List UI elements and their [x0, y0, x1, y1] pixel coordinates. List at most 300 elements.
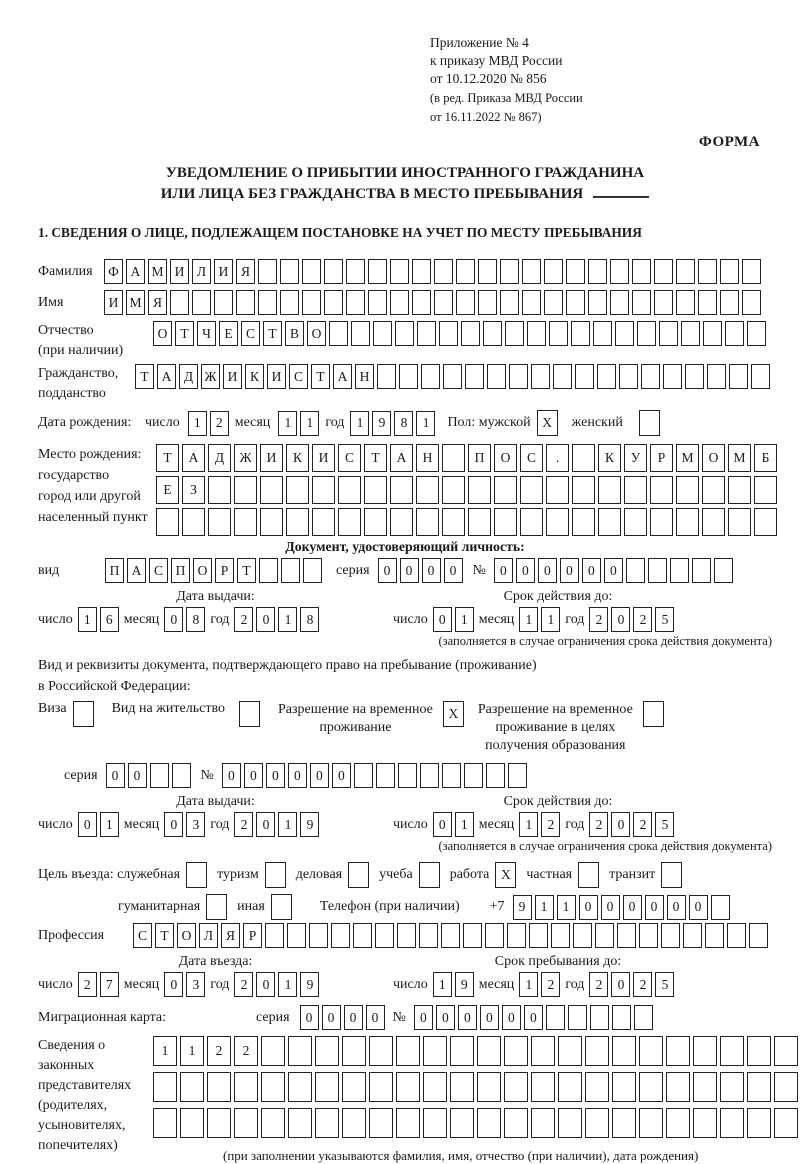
char-cell[interactable]	[442, 763, 461, 788]
char-cell[interactable]: Т	[155, 923, 174, 948]
char-cell[interactable]: 9	[372, 411, 391, 436]
char-cell[interactable]: 9	[513, 895, 532, 920]
char-cell[interactable]	[615, 321, 634, 346]
char-cell[interactable]: 0	[516, 558, 535, 583]
char-cell[interactable]: 1	[100, 812, 119, 837]
char-cell[interactable]	[590, 1005, 609, 1030]
char-cell[interactable]: Л	[192, 259, 211, 284]
char-cell[interactable]	[477, 1108, 501, 1138]
char-cell[interactable]: О	[307, 321, 326, 346]
char-cell[interactable]	[544, 259, 563, 284]
char-cell[interactable]	[747, 1072, 771, 1102]
char-cell[interactable]	[705, 923, 724, 948]
char-cell[interactable]	[595, 923, 614, 948]
char-cell[interactable]	[416, 476, 439, 504]
char-cell[interactable]	[302, 259, 321, 284]
char-cell[interactable]	[774, 1036, 798, 1066]
char-cell[interactable]: 1	[278, 812, 297, 837]
char-cell[interactable]	[520, 476, 543, 504]
char-cell[interactable]	[676, 259, 695, 284]
char-cell[interactable]	[698, 259, 717, 284]
char-cell[interactable]	[483, 321, 502, 346]
char-cell[interactable]: 0	[322, 1005, 341, 1030]
char-cell[interactable]: Р	[243, 923, 262, 948]
char-cell[interactable]	[234, 508, 257, 536]
char-cell[interactable]: 0	[604, 558, 623, 583]
char-cell[interactable]	[572, 508, 595, 536]
char-cell[interactable]	[456, 259, 475, 284]
char-cell[interactable]	[707, 364, 726, 389]
char-cell[interactable]	[288, 1108, 312, 1138]
char-cell[interactable]	[364, 476, 387, 504]
char-cell[interactable]: Р	[650, 444, 673, 472]
char-cell[interactable]: 1	[188, 411, 207, 436]
char-cell[interactable]: С	[241, 321, 260, 346]
char-cell[interactable]	[698, 290, 717, 315]
char-cell[interactable]	[676, 508, 699, 536]
char-cell[interactable]	[703, 321, 722, 346]
char-cell[interactable]: 8	[186, 607, 205, 632]
char-cell[interactable]	[527, 321, 546, 346]
char-cell[interactable]	[338, 508, 361, 536]
char-cell[interactable]	[478, 290, 497, 315]
char-cell[interactable]	[390, 259, 409, 284]
char-cell[interactable]	[597, 364, 616, 389]
char-cell[interactable]: 0	[344, 1005, 363, 1030]
char-cell[interactable]: 1	[180, 1036, 204, 1066]
char-cell[interactable]	[546, 1005, 565, 1030]
char-cell[interactable]: И	[214, 259, 233, 284]
char-cell[interactable]	[416, 508, 439, 536]
char-cell[interactable]	[348, 862, 369, 888]
char-cell[interactable]	[153, 1108, 177, 1138]
char-cell[interactable]: А	[333, 364, 352, 389]
char-cell[interactable]	[531, 364, 550, 389]
char-cell[interactable]	[186, 862, 207, 888]
char-cell[interactable]: 0	[400, 558, 419, 583]
char-cell[interactable]: 9	[300, 972, 319, 997]
char-cell[interactable]	[369, 1036, 393, 1066]
char-cell[interactable]: Т	[364, 444, 387, 472]
char-cell[interactable]: 1	[433, 972, 452, 997]
char-cell[interactable]	[419, 923, 438, 948]
char-cell[interactable]	[376, 763, 395, 788]
char-cell[interactable]: Ч	[197, 321, 216, 346]
char-cell[interactable]: Н	[416, 444, 439, 472]
char-cell[interactable]	[477, 1036, 501, 1066]
char-cell[interactable]	[588, 290, 607, 315]
char-cell[interactable]: О	[153, 321, 172, 346]
char-cell[interactable]	[754, 476, 777, 504]
char-cell[interactable]: 0	[689, 895, 708, 920]
char-cell[interactable]	[412, 259, 431, 284]
char-cell[interactable]: 1	[455, 607, 474, 632]
char-cell[interactable]: П	[105, 558, 124, 583]
char-cell[interactable]: 0	[667, 895, 686, 920]
char-cell[interactable]	[302, 290, 321, 315]
char-cell[interactable]	[720, 1036, 744, 1066]
char-cell[interactable]	[573, 923, 592, 948]
char-cell[interactable]	[261, 1072, 285, 1102]
char-cell[interactable]: 0	[611, 972, 630, 997]
char-cell[interactable]	[443, 364, 462, 389]
char-cell[interactable]	[312, 476, 335, 504]
char-cell[interactable]	[377, 364, 396, 389]
char-cell[interactable]	[324, 259, 343, 284]
char-cell[interactable]: Б	[754, 444, 777, 472]
char-cell[interactable]	[676, 290, 695, 315]
char-cell[interactable]: 5	[655, 812, 674, 837]
char-cell[interactable]	[578, 862, 599, 888]
char-cell[interactable]	[342, 1072, 366, 1102]
char-cell[interactable]	[572, 476, 595, 504]
char-cell[interactable]	[468, 508, 491, 536]
char-cell[interactable]: 1	[519, 607, 538, 632]
char-cell[interactable]: П	[468, 444, 491, 472]
char-cell[interactable]	[390, 476, 413, 504]
char-cell[interactable]: 1	[78, 607, 97, 632]
char-cell[interactable]	[749, 923, 768, 948]
char-cell[interactable]	[338, 476, 361, 504]
char-cell[interactable]	[342, 1036, 366, 1066]
char-cell[interactable]	[612, 1036, 636, 1066]
char-cell[interactable]	[720, 290, 739, 315]
char-cell[interactable]: 2	[234, 972, 253, 997]
char-cell[interactable]	[693, 1108, 717, 1138]
char-cell[interactable]	[720, 259, 739, 284]
char-cell[interactable]: 0	[164, 812, 183, 837]
char-cell[interactable]: 3	[186, 812, 205, 837]
char-cell[interactable]	[280, 259, 299, 284]
char-cell[interactable]	[661, 923, 680, 948]
char-cell[interactable]	[725, 321, 744, 346]
char-cell[interactable]	[632, 259, 651, 284]
char-cell[interactable]	[303, 558, 322, 583]
char-cell[interactable]: X	[537, 410, 558, 436]
char-cell[interactable]	[654, 259, 673, 284]
char-cell[interactable]: 0	[480, 1005, 499, 1030]
char-cell[interactable]: 8	[394, 411, 413, 436]
char-cell[interactable]	[258, 290, 277, 315]
char-cell[interactable]: 2	[541, 812, 560, 837]
char-cell[interactable]: 1	[455, 812, 474, 837]
char-cell[interactable]	[742, 290, 761, 315]
char-cell[interactable]	[558, 1108, 582, 1138]
char-cell[interactable]	[324, 290, 343, 315]
char-cell[interactable]: 0	[164, 972, 183, 997]
char-cell[interactable]	[575, 364, 594, 389]
char-cell[interactable]	[666, 1036, 690, 1066]
char-cell[interactable]	[486, 763, 505, 788]
char-cell[interactable]	[353, 923, 372, 948]
char-cell[interactable]: 0	[611, 812, 630, 837]
char-cell[interactable]	[571, 321, 590, 346]
char-cell[interactable]	[720, 1072, 744, 1102]
char-cell[interactable]: 0	[444, 558, 463, 583]
char-cell[interactable]	[207, 1108, 231, 1138]
char-cell[interactable]	[397, 923, 416, 948]
char-cell[interactable]	[659, 321, 678, 346]
char-cell[interactable]: С	[289, 364, 308, 389]
char-cell[interactable]	[639, 1072, 663, 1102]
char-cell[interactable]	[494, 476, 517, 504]
char-cell[interactable]	[364, 508, 387, 536]
char-cell[interactable]	[463, 923, 482, 948]
char-cell[interactable]	[390, 508, 413, 536]
char-cell[interactable]	[500, 290, 519, 315]
char-cell[interactable]	[666, 1108, 690, 1138]
char-cell[interactable]	[610, 290, 629, 315]
char-cell[interactable]: О	[193, 558, 212, 583]
char-cell[interactable]: А	[182, 444, 205, 472]
char-cell[interactable]	[315, 1036, 339, 1066]
char-cell[interactable]	[260, 476, 283, 504]
char-cell[interactable]	[342, 1108, 366, 1138]
char-cell[interactable]	[729, 364, 748, 389]
char-cell[interactable]	[214, 290, 233, 315]
char-cell[interactable]: Ф	[104, 259, 123, 284]
char-cell[interactable]	[265, 862, 286, 888]
char-cell[interactable]	[442, 508, 465, 536]
char-cell[interactable]: 0	[222, 763, 241, 788]
char-cell[interactable]	[692, 558, 711, 583]
char-cell[interactable]: А	[157, 364, 176, 389]
char-cell[interactable]	[417, 321, 436, 346]
char-cell[interactable]: 0	[611, 607, 630, 632]
char-cell[interactable]	[612, 1108, 636, 1138]
char-cell[interactable]	[522, 290, 541, 315]
char-cell[interactable]	[566, 259, 585, 284]
char-cell[interactable]: 1	[535, 895, 554, 920]
char-cell[interactable]	[346, 290, 365, 315]
char-cell[interactable]	[612, 1072, 636, 1102]
char-cell[interactable]	[309, 923, 328, 948]
char-cell[interactable]: С	[133, 923, 152, 948]
char-cell[interactable]	[585, 1108, 609, 1138]
char-cell[interactable]	[73, 701, 94, 727]
char-cell[interactable]: 2	[234, 607, 253, 632]
char-cell[interactable]: 0	[332, 763, 351, 788]
char-cell[interactable]: 1	[300, 411, 319, 436]
char-cell[interactable]	[271, 894, 292, 920]
char-cell[interactable]: Я	[236, 259, 255, 284]
char-cell[interactable]	[666, 1072, 690, 1102]
char-cell[interactable]	[529, 923, 548, 948]
char-cell[interactable]	[681, 321, 700, 346]
char-cell[interactable]	[395, 321, 414, 346]
char-cell[interactable]	[450, 1108, 474, 1138]
char-cell[interactable]	[693, 1036, 717, 1066]
char-cell[interactable]	[396, 1036, 420, 1066]
char-cell[interactable]: 1	[519, 812, 538, 837]
char-cell[interactable]	[714, 558, 733, 583]
char-cell[interactable]	[531, 1036, 555, 1066]
char-cell[interactable]	[346, 259, 365, 284]
char-cell[interactable]	[434, 259, 453, 284]
char-cell[interactable]: К	[598, 444, 621, 472]
char-cell[interactable]: 0	[378, 558, 397, 583]
char-cell[interactable]	[331, 923, 350, 948]
char-cell[interactable]	[434, 290, 453, 315]
char-cell[interactable]: Р	[215, 558, 234, 583]
char-cell[interactable]: 1	[153, 1036, 177, 1066]
char-cell[interactable]: 5	[655, 607, 674, 632]
char-cell[interactable]	[711, 895, 730, 920]
char-cell[interactable]: 1	[278, 972, 297, 997]
char-cell[interactable]: 0	[266, 763, 285, 788]
char-cell[interactable]: 0	[645, 895, 664, 920]
char-cell[interactable]: 0	[128, 763, 147, 788]
char-cell[interactable]: 0	[582, 558, 601, 583]
char-cell[interactable]	[683, 923, 702, 948]
char-cell[interactable]	[702, 476, 725, 504]
char-cell[interactable]	[373, 321, 392, 346]
char-cell[interactable]	[150, 763, 169, 788]
char-cell[interactable]	[478, 259, 497, 284]
char-cell[interactable]: 0	[458, 1005, 477, 1030]
char-cell[interactable]	[423, 1072, 447, 1102]
char-cell[interactable]	[234, 1072, 258, 1102]
char-cell[interactable]	[505, 321, 524, 346]
char-cell[interactable]	[399, 364, 418, 389]
char-cell[interactable]: 2	[589, 607, 608, 632]
char-cell[interactable]	[693, 1072, 717, 1102]
char-cell[interactable]	[612, 1005, 631, 1030]
char-cell[interactable]: 1	[557, 895, 576, 920]
char-cell[interactable]: О	[494, 444, 517, 472]
char-cell[interactable]	[456, 290, 475, 315]
char-cell[interactable]	[626, 558, 645, 583]
char-cell[interactable]	[546, 476, 569, 504]
char-cell[interactable]	[234, 476, 257, 504]
char-cell[interactable]	[261, 1036, 285, 1066]
char-cell[interactable]	[261, 1108, 285, 1138]
char-cell[interactable]	[396, 1108, 420, 1138]
char-cell[interactable]: 0	[256, 972, 275, 997]
char-cell[interactable]: 0	[256, 607, 275, 632]
char-cell[interactable]	[720, 1108, 744, 1138]
char-cell[interactable]: 2	[589, 972, 608, 997]
char-cell[interactable]	[639, 1036, 663, 1066]
char-cell[interactable]	[509, 364, 528, 389]
char-cell[interactable]	[598, 508, 621, 536]
char-cell[interactable]	[368, 259, 387, 284]
char-cell[interactable]	[461, 321, 480, 346]
char-cell[interactable]	[610, 259, 629, 284]
char-cell[interactable]	[641, 364, 660, 389]
char-cell[interactable]	[180, 1072, 204, 1102]
char-cell[interactable]: 1	[416, 411, 435, 436]
char-cell[interactable]: 9	[300, 812, 319, 837]
char-cell[interactable]: Т	[311, 364, 330, 389]
char-cell[interactable]	[258, 259, 277, 284]
char-cell[interactable]: 0	[78, 812, 97, 837]
char-cell[interactable]: 0	[106, 763, 125, 788]
char-cell[interactable]: Т	[237, 558, 256, 583]
char-cell[interactable]	[368, 290, 387, 315]
char-cell[interactable]	[572, 444, 595, 472]
char-cell[interactable]: 7	[100, 972, 119, 997]
char-cell[interactable]: X	[443, 701, 464, 727]
char-cell[interactable]: Ж	[201, 364, 220, 389]
char-cell[interactable]	[507, 923, 526, 948]
char-cell[interactable]: 0	[366, 1005, 385, 1030]
char-cell[interactable]: Я	[148, 290, 167, 315]
char-cell[interactable]: В	[285, 321, 304, 346]
char-cell[interactable]: 3	[186, 972, 205, 997]
char-cell[interactable]	[208, 476, 231, 504]
char-cell[interactable]: М	[728, 444, 751, 472]
char-cell[interactable]	[396, 1072, 420, 1102]
char-cell[interactable]	[639, 1108, 663, 1138]
char-cell[interactable]	[315, 1108, 339, 1138]
char-cell[interactable]: 0	[433, 812, 452, 837]
char-cell[interactable]: И	[260, 444, 283, 472]
char-cell[interactable]	[280, 290, 299, 315]
char-cell[interactable]	[170, 290, 189, 315]
char-cell[interactable]: 2	[234, 1036, 258, 1066]
char-cell[interactable]: 0	[502, 1005, 521, 1030]
char-cell[interactable]: 0	[422, 558, 441, 583]
char-cell[interactable]	[180, 1108, 204, 1138]
char-cell[interactable]	[566, 290, 585, 315]
char-cell[interactable]: М	[126, 290, 145, 315]
char-cell[interactable]	[546, 508, 569, 536]
char-cell[interactable]	[439, 321, 458, 346]
char-cell[interactable]: 2	[633, 972, 652, 997]
char-cell[interactable]: 0	[288, 763, 307, 788]
char-cell[interactable]	[619, 364, 638, 389]
char-cell[interactable]: Е	[219, 321, 238, 346]
char-cell[interactable]: 0	[300, 1005, 319, 1030]
char-cell[interactable]	[288, 1036, 312, 1066]
char-cell[interactable]	[234, 1108, 258, 1138]
char-cell[interactable]	[419, 862, 440, 888]
char-cell[interactable]	[206, 894, 227, 920]
char-cell[interactable]	[286, 508, 309, 536]
char-cell[interactable]	[260, 508, 283, 536]
char-cell[interactable]	[624, 508, 647, 536]
char-cell[interactable]: 0	[436, 1005, 455, 1030]
char-cell[interactable]	[558, 1072, 582, 1102]
char-cell[interactable]	[531, 1072, 555, 1102]
char-cell[interactable]	[287, 923, 306, 948]
char-cell[interactable]: 2	[210, 411, 229, 436]
char-cell[interactable]	[742, 259, 761, 284]
char-cell[interactable]: И	[104, 290, 123, 315]
char-cell[interactable]: 0	[560, 558, 579, 583]
char-cell[interactable]	[265, 923, 284, 948]
char-cell[interactable]	[585, 1072, 609, 1102]
char-cell[interactable]: А	[127, 558, 146, 583]
char-cell[interactable]	[375, 923, 394, 948]
char-cell[interactable]	[312, 508, 335, 536]
char-cell[interactable]	[487, 364, 506, 389]
char-cell[interactable]	[442, 476, 465, 504]
char-cell[interactable]	[661, 862, 682, 888]
char-cell[interactable]: 2	[633, 812, 652, 837]
char-cell[interactable]: И	[312, 444, 335, 472]
char-cell[interactable]: 0	[538, 558, 557, 583]
char-cell[interactable]: 9	[455, 972, 474, 997]
char-cell[interactable]	[442, 444, 465, 472]
char-cell[interactable]: 1	[350, 411, 369, 436]
char-cell[interactable]	[588, 259, 607, 284]
char-cell[interactable]	[728, 508, 751, 536]
char-cell[interactable]	[504, 1036, 528, 1066]
char-cell[interactable]: С	[338, 444, 361, 472]
char-cell[interactable]	[637, 321, 656, 346]
